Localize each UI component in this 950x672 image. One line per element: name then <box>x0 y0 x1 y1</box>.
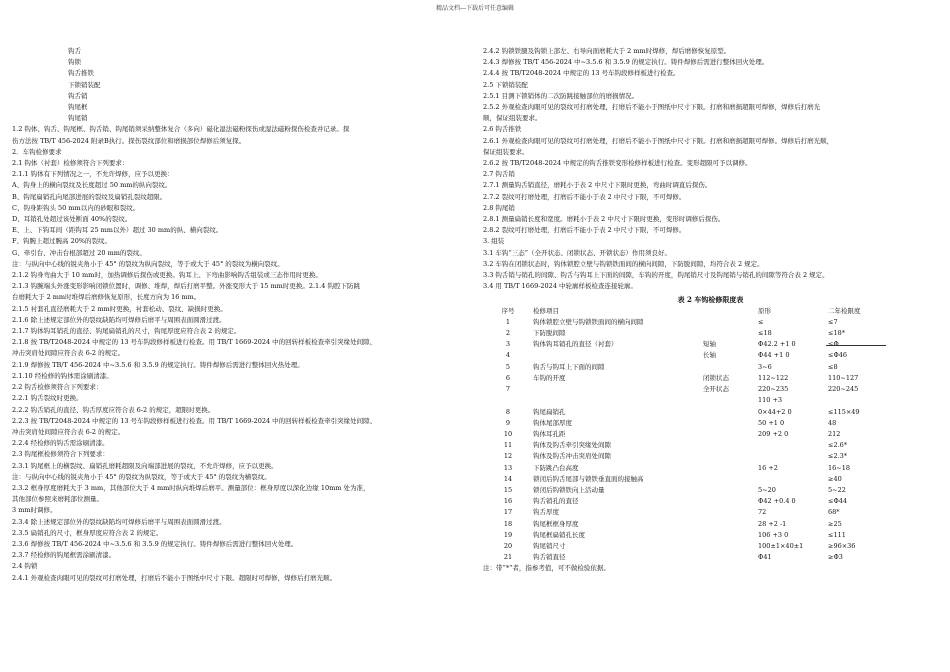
row-sub <box>703 407 758 418</box>
row-item: 钩舌厚度 <box>533 508 559 517</box>
row-no: 1 <box>505 317 511 326</box>
row-sub <box>703 519 758 530</box>
row-limit: ≥Φ3 <box>828 553 843 562</box>
table-row <box>483 418 888 429</box>
row-limit: ≤7 <box>828 317 838 326</box>
right-paragraph: 2.8 钩尾销 <box>483 203 515 212</box>
row-sub: 短轴 <box>703 340 716 349</box>
row-sub <box>703 541 758 552</box>
row-limit: ≤8 <box>828 362 838 371</box>
right-paragraph: 2.4.2 钩锁铁腿及钩锁上部左、右导向面磨耗大于 2 mm时焊修，焊后磨修恢复原型。 <box>483 47 731 55</box>
table-row <box>483 350 888 361</box>
row-sub <box>703 395 758 406</box>
header-sub <box>703 306 758 317</box>
row-original: 50 +1 0 <box>758 418 785 427</box>
table-row <box>483 429 888 440</box>
right-paragraphs <box>483 46 938 292</box>
left-paragraph: D、耳销孔处超过该处断面 40%的裂纹。 <box>12 215 132 224</box>
row-limit <box>828 395 888 406</box>
row-limit: 110~127 <box>828 373 859 382</box>
left-paragraph: 其他部位参照来磨耗部位测量。 <box>12 495 103 504</box>
row-no: 4 <box>505 351 511 360</box>
row-original: 16 +2 <box>758 463 778 472</box>
row-sub <box>703 463 758 474</box>
row-item: 钩舌销直径 <box>533 553 566 562</box>
row-item: 锁闭后钩舌尾部与锁铁垂直面的接触高 <box>533 474 644 483</box>
table-row <box>483 384 888 395</box>
table-row <box>483 362 888 373</box>
left-paragraph: 注：与纵向中心线的锐夹角小于 45° 的裂纹为纵裂纹，等于或大于 45° 的裂纹为横裂纹。 <box>12 472 271 481</box>
right-column <box>483 46 938 575</box>
right-paragraph: 3.4 用 TB/T 1669-2024 中轮廓样板检查连接轮廓。 <box>483 282 638 291</box>
row-limit: ≥40 <box>828 474 842 483</box>
row-item: 下防脱间隙 <box>533 329 566 338</box>
row-original: Φ44 +1 0 <box>758 351 790 360</box>
left-paragraph: 2.3.7 经检修的钩尾框需涂刷清漆。 <box>12 551 116 560</box>
row-sub <box>703 328 758 339</box>
right-paragraph: 2.4.4 按 TB/T2048-2024 中规定的 13 号车钩段修样板进行检查。 <box>483 69 680 78</box>
row-no: 5 <box>505 362 511 371</box>
row-item: 钩体尾部厚度 <box>533 418 572 427</box>
left-paragraph: 钩尾销 <box>68 114 88 123</box>
row-original: Φ42.2 +1 0 <box>758 340 796 349</box>
right-paragraph: 2.8.2 裂纹可打磨处理，打磨后不能小于表 2 中尺寸下限，不可焊修。 <box>483 226 686 235</box>
left-paragraph: G、牵引台、冲击台根部超过 20 mm的裂纹。 <box>12 248 146 257</box>
right-paragraph: 2.4.3 焊修按 TB/T 456-2024 中~3.5.6 和 3.5.9 的规定执行。铸件焊修后需进行整体回火处理。 <box>483 58 769 67</box>
row-limit: 5~22 <box>828 485 846 494</box>
row-original: Φ42 +0.4 0 <box>758 497 796 506</box>
left-paragraph: 钩舌推铁 <box>68 69 94 78</box>
row-item <box>533 350 703 361</box>
row-item <box>533 384 703 395</box>
header-original: 原形 <box>758 306 771 315</box>
row-sub <box>703 418 758 429</box>
header-rule <box>826 345 886 346</box>
table-row <box>483 317 888 328</box>
table-row <box>483 463 888 474</box>
table-row <box>483 440 888 451</box>
row-sub <box>703 317 758 328</box>
left-paragraph: 注：与纵向中心线的锐夹角小于 45° 的裂纹为纵向裂纹，等于或大于 45° 的裂纹为横向裂纹。 <box>12 259 284 268</box>
row-original <box>758 440 828 451</box>
row-no <box>483 395 533 406</box>
left-paragraph: 2.3.1 钩尾框上的横裂纹、扁销孔磨耗超限及向端部进展的裂纹，不允许焊修，应予以更换。 <box>12 461 278 470</box>
row-item: 钩体锁腔立壁与钩锁铁面间的横向间隙 <box>533 317 644 326</box>
left-paragraph: 2.1.2 钩身弯曲大于 10 mm时，加热调修后探伤或更换。钩耳上、下弯曲影响钩舌组装或三态作用时更换。 <box>12 271 322 280</box>
row-limit: ≤2.6* <box>828 441 848 450</box>
row-sub <box>703 496 758 507</box>
row-limit: ≤115×49 <box>828 407 860 416</box>
row-no: 9 <box>505 418 511 427</box>
row-original: 5~20 <box>758 485 776 494</box>
row-no: 12 <box>503 452 513 461</box>
row-limit: ≤111 <box>828 530 846 539</box>
right-paragraph: 2.7.2 裂纹可打磨处理，打磨后不能小于表 2 中尺寸下限，不可焊修。 <box>483 192 686 201</box>
header-no: 序号 <box>501 306 515 315</box>
left-column <box>12 46 467 584</box>
table-row <box>483 474 888 485</box>
row-no: 6 <box>505 373 511 382</box>
table-row <box>483 373 888 384</box>
table-row <box>483 507 888 518</box>
right-paragraph: 3. 组装 <box>483 237 505 246</box>
row-item: 钩尾框框身厚度 <box>533 519 579 528</box>
left-paragraph: 钩舌销 <box>68 91 88 100</box>
right-paragraph: 2.7 钩舌销 <box>483 170 515 179</box>
row-no: 19 <box>503 530 513 539</box>
header-limit: 二年检限度 <box>828 306 861 315</box>
left-paragraph: 钩舌 <box>68 47 81 55</box>
page-header: 精品文档---下载后可任意编辑 <box>435 5 515 12</box>
row-original: ≤ <box>758 317 764 326</box>
left-paragraph: 2.2 钩舌检修须符合下列要求： <box>12 383 103 392</box>
row-original: 0×44+2 0 <box>758 407 792 416</box>
row-no: 11 <box>503 441 513 450</box>
right-paragraph: 2.5.1 目测下锁销体的二次防跳接触部位的磨损情况。 <box>483 91 639 100</box>
row-sub <box>703 362 758 373</box>
left-paragraph: 2.2.4 经检修的钩舌需涂刷清漆。 <box>12 439 109 448</box>
left-paragraph: B、钩尾扁销孔向尾部进展的裂纹及扁销孔裂纹超限。 <box>12 192 167 201</box>
row-original: 112~122 <box>758 373 789 382</box>
row-original: Φ41 <box>758 553 772 562</box>
row-sub: 闭锁状态 <box>703 373 729 382</box>
row-item: 钩体耳孔距 <box>533 429 566 438</box>
left-paragraph: 2.1.3 钩腕端头外涨变形影响闭锁位置时，调修、堆焊，焊后打磨平整。外涨变形大于 15 mm时更换。2.1.4 钩腔下防跳 <box>12 282 360 291</box>
row-limit: 16~18 <box>828 463 850 472</box>
row-original: ≤18 <box>758 329 772 338</box>
row-no: 14 <box>503 474 513 483</box>
right-paragraph: 3.1 车钩“三态”（全开状态、闭锁状态、开锁状态）作用须良好。 <box>483 248 672 257</box>
table-row <box>483 451 888 462</box>
table-row <box>483 328 888 339</box>
row-sub: 全开状态 <box>703 385 729 394</box>
row-sub <box>703 485 758 496</box>
right-paragraph: 顺，保证组装要求。 <box>483 114 542 123</box>
left-paragraph: F、钩腕上超过腕高 20%的裂纹。 <box>12 237 112 246</box>
left-paragraph: C、钩身距钩头 50 mm以内的砂眼和裂纹。 <box>12 203 140 212</box>
row-no: 16 <box>503 497 513 506</box>
table-row <box>483 552 888 563</box>
row-sub: 长轴 <box>703 351 716 360</box>
left-paragraph: 2．车钩检修要求 <box>12 147 62 156</box>
left-paragraph: 3 mm时调修。 <box>12 506 57 515</box>
row-original: 110 +3 <box>758 396 783 405</box>
right-paragraph: 2.5.2 外观检查肉眼可见的裂纹可打磨处理，打磨后不能小于图纸中尺寸下限。打磨和磨损超限可焊修，焊修后打磨光 <box>483 103 821 112</box>
left-paragraph: 2.1 钩体（衬套）检修须符合下列要求： <box>12 159 129 168</box>
row-no: 21 <box>503 553 513 562</box>
right-paragraph: 2.6.1 外观检查肉眼可见的裂纹可打磨处理，打磨后不能小于图纸中尺寸下限。打磨和磨损超限可焊修。焊修后打磨光顺， <box>483 136 834 145</box>
row-sub <box>703 429 758 440</box>
row-limit: ≤2.3* <box>828 452 848 461</box>
row-no: 20 <box>503 541 513 550</box>
right-paragraph: 2.6.2 按 TB/T2048-2024 中规定的钩舌推铁变形检修样板进行检查。变形超限可予以调修。 <box>483 159 752 168</box>
left-paragraph: 2.2.3 按 TB/T2048-2024 中规定的 13 号车钩段修样板进行检查。用 TB/T 1669-2024 中的回转样板检查牵引突缘处间隙、 <box>12 416 377 425</box>
left-paragraph: 2.3 钩尾框检修须符合下列要求： <box>12 450 109 459</box>
left-paragraph: 2.3.4 除上述规定部位外的裂纹缺陷均可焊修后磨平与周围表面圆滑过渡。 <box>12 517 226 526</box>
row-item: 钩体及钩舌牵引突缘处间隙 <box>533 441 611 450</box>
row-item: 钩尾框扁销孔长度 <box>533 530 585 539</box>
left-paragraph: 2.1.7 钩体钩耳销孔的直径、钩尾扁销孔的尺寸，钩尾厚度应符合表 2 的规定。 <box>12 327 241 336</box>
table-body <box>483 317 888 563</box>
row-original <box>758 474 828 485</box>
left-paragraph: 2.1.10 经检修的钩体需涂刷清漆。 <box>12 371 113 380</box>
left-paragraph: 台磨耗大于 2 mm时堆焊后磨修恢复原形，长度方向为 16 mm。 <box>12 293 201 302</box>
row-limit: ≥96×36 <box>828 541 856 550</box>
left-paragraph: 2.1.8 按 TB/T2048-2024 中规定的 13 号车钩段修样板进行检查。用 TB/T 1669-2024 中的回转样板检查牵引突缘处间隙、 <box>12 338 377 347</box>
row-sub <box>703 530 758 541</box>
table-row <box>483 395 888 406</box>
row-no: 3 <box>505 340 511 349</box>
row-item: 钩体钩耳销孔的直径（衬套） <box>533 340 618 349</box>
left-paragraph: 冲击突肩处间隙应符合表 6-2 的规定。 <box>12 349 125 358</box>
table-row <box>483 485 888 496</box>
row-no: 8 <box>505 407 511 416</box>
row-sub <box>703 451 758 462</box>
left-paragraph: 2.4.1 外观检查肉眼可见的裂纹可打磨处理，打磨后不能小于图纸中尺寸下限。超限时可焊修，焊修后打磨光顺。 <box>12 573 337 582</box>
row-item: 钩舌销孔的直径 <box>533 497 579 506</box>
row-no: 13 <box>503 463 513 472</box>
left-paragraph: 2.1.5 衬套孔直径磨耗大于 2 mm时更换，衬套松动、裂纹、缺损时更换。 <box>12 304 227 313</box>
left-paragraph: 钩锁 <box>68 58 81 67</box>
table-row <box>483 530 888 541</box>
table-row <box>483 496 888 507</box>
row-no: 10 <box>503 429 513 438</box>
row-item: 钩尾扁销孔 <box>533 407 566 416</box>
left-paragraph: 2.1.6 除上述规定部位外的裂纹缺陷均可焊修后磨平与周围表面圆滑过渡。 <box>12 315 226 324</box>
row-item: 钩舌与钩耳上下面的间隙 <box>533 362 605 371</box>
row-original: 28 +2 -1 <box>758 519 787 528</box>
row-original <box>758 451 828 462</box>
row-sub <box>703 474 758 485</box>
row-original: 209 +2 0 <box>758 429 789 438</box>
row-no: 15 <box>503 485 513 494</box>
left-paragraph: 下锁销装配 <box>68 80 101 89</box>
row-no: 17 <box>503 508 513 517</box>
left-paragraph: E、上、下钩耳间（距钩耳 25 mm以外）超过 30 mm的纵、横向裂纹。 <box>12 226 223 235</box>
row-limit: ≤Φ <box>828 340 839 349</box>
left-paragraph: A、钩身上的横向裂纹及长度超过 50 mm的纵向裂纹。 <box>12 181 172 190</box>
row-item: 钩尾销尺寸 <box>533 541 566 550</box>
table-note: 注：带“*”者，指参考值，可不做检验依据。 <box>483 564 610 573</box>
row-item: 车钩的开度 <box>533 373 566 382</box>
row-limit: 68* <box>828 508 840 517</box>
row-limit: ≤18* <box>828 329 845 338</box>
row-no: 7 <box>505 385 511 394</box>
row-item: 锁闭后钩锁铁向上活动量 <box>533 485 605 494</box>
table-row <box>483 541 888 552</box>
row-original: 3~6 <box>758 362 772 371</box>
row-limit: 212 <box>828 429 841 438</box>
row-limit: ≥25 <box>828 519 842 528</box>
table-row <box>483 519 888 530</box>
table-header-row <box>483 306 888 317</box>
row-item <box>533 395 703 406</box>
row-original: 220~235 <box>758 385 789 394</box>
row-original: 100±1×40±1 <box>758 541 804 550</box>
row-item: 钩体及钩舌冲击突肩处间隙 <box>533 452 611 461</box>
row-sub <box>703 552 758 563</box>
right-paragraph: 保证组装要求。 <box>483 147 529 156</box>
row-original: 72 <box>758 508 767 517</box>
row-sub <box>703 440 758 451</box>
row-sub <box>703 507 758 518</box>
row-original: 106 +3 0 <box>758 530 789 539</box>
left-paragraph: 冲击突肩处间隙应符合表 6-2 的规定。 <box>12 427 125 436</box>
row-limit: 48 <box>828 418 837 427</box>
left-paragraph: 2.2.1 钩舌裂纹时更换。 <box>12 394 83 403</box>
left-paragraph: 钩尾框 <box>68 103 88 112</box>
row-item: 下防跳凸台高度 <box>533 463 579 472</box>
right-paragraph: 3.2 车钩在闭锁状态时，钩体锁腔立壁与钩锁铁面间的横向间隙，下防脱间隙，均符合表 2 规定。 <box>483 259 764 268</box>
right-paragraph: 3.3 钩舌销与销孔的间隙、钩舌与钩耳上下面的间隙，车钩的开度，钩尾销尺寸及钩尾销与销孔的间隙等符合表 2 规定。 <box>483 271 829 280</box>
left-paragraph: 2.3.2 框身厚度磨耗大于 3 mm，其他部位大于 4 mm时纵向堆焊后磨平。测量部位：框身厚度以深化边缘 10mm 处为准， <box>12 483 370 492</box>
left-paragraph: 2.3.6 焊修按 TB/T 456-2024 中~3.5.6 和 3.5.9 的规定执行。铸件焊修后需进行整体回火处理。 <box>12 539 298 548</box>
left-paragraph: 2.3.5 扁销孔的尺寸，框身厚度应符合表 2 的规定。 <box>12 528 163 537</box>
left-paragraph: 2.1.1 钩体有下列情况之一，不允许焊修，应予以更换： <box>12 170 174 179</box>
right-paragraph: 2.5 下锁销装配 <box>483 80 528 89</box>
left-paragraph: 1.2 钩体、钩舌、钩尾框、钩舌销、钩尾销须采纳整体复合（多向）磁化湿法磁粉探伤或湿法磁粉探伤检查并记录。探 <box>12 125 350 134</box>
table-title: 表 2 车钩检修限度表 <box>677 295 744 305</box>
right-paragraph: 2.6 钩舌推铁 <box>483 125 522 134</box>
right-paragraph: 2.8.1 测量扁销长度和宽度。磨耗小于表 2 中尺寸下限时更换，变形时调修后探伤。 <box>483 215 725 224</box>
header-item: 检修项目 <box>533 306 559 315</box>
left-paragraph: 2.2.2 钩舌销孔的直径、钩舌厚度应符合表 6-2 的规定，超限时更换。 <box>12 405 215 414</box>
row-no: 18 <box>503 519 513 528</box>
row-limit: ≤Φ46 <box>828 351 848 360</box>
left-paragraph: 伤方法按 TB/T 456-2024 附录B执行。探伤裂纹部位和磨损部位焊修后须复探。 <box>12 136 246 145</box>
table-row <box>483 407 888 418</box>
row-limit: ≤Φ44 <box>828 497 848 506</box>
right-paragraph: 2.7.1 测量钩舌销直径，磨耗小于表 2 中尺寸下限时更换，弯曲时调直后探伤。 <box>483 181 712 190</box>
left-paragraph: 2.4 钩锁 <box>12 562 38 571</box>
row-no: 2 <box>505 329 511 338</box>
row-limit: 220~245 <box>828 385 859 394</box>
left-paragraph: 2.1.9 焊修按 TB/T 456-2024 中~3.5.6 和 3.5.9 的规定执行。铸件焊修后需进行整体回火热处理。 <box>12 360 304 369</box>
